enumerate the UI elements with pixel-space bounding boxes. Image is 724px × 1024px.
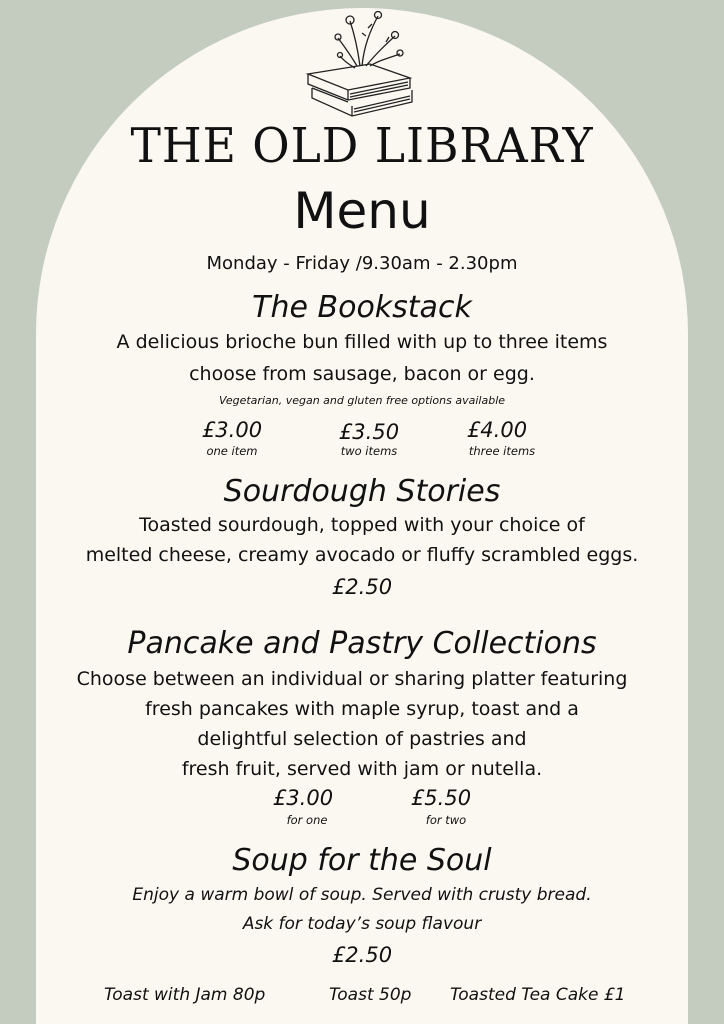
bookstack-description-line2: choose from sausage, bacon or egg. [189, 363, 535, 385]
sourdough-description-line1: Toasted sourdough, topped with your choice of [139, 514, 585, 536]
bookstack-dietary-note: Vegetarian, vegan and gluten free options available [218, 394, 506, 407]
bookstack-description-line1: A delicious brioche bun filled with up to three items [116, 331, 608, 353]
pancake-description-line1: Choose between an individual or sharing platter featuring [76, 668, 628, 690]
pancake-description-line3: delightful selection of pastries and [197, 728, 527, 750]
opening-hours: Monday - Friday /9.30am - 2.30pm [206, 253, 518, 274]
pancake-price-two: £5.50 [410, 786, 472, 810]
section-title-pancake: Pancake and Pastry Collections [127, 626, 597, 661]
pancake-price-one: £3.00 [272, 786, 334, 810]
extra-item-tea-cake: Toasted Tea Cake £1 [450, 985, 626, 1005]
extra-item-toast-jam: Toast with Jam 80p [104, 985, 266, 1005]
sourdough-description-line2: melted cheese, creamy avocado or fluffy scrambled eggs. [85, 544, 639, 566]
bookstack-price-two: £3.50 [338, 420, 400, 444]
bookstack-price-two-label: two items [340, 444, 398, 458]
soup-price: £2.50 [331, 943, 393, 967]
pancake-description-line4: fresh fruit, served with jam or nutella. [181, 758, 543, 780]
bookstack-price-one-label: one item [206, 444, 258, 458]
bookstack-price-one: £3.00 [201, 418, 263, 442]
bookstack-price-three-label: three items [468, 444, 536, 458]
sourdough-price: £2.50 [331, 575, 393, 599]
extra-item-toast: Toast 50p [329, 985, 412, 1005]
soup-description-line2: Ask for today’s soup flavour [242, 914, 482, 934]
section-title-soup: Soup for the Soul [232, 843, 492, 878]
soup-description-line1: Enjoy a warm bowl of soup. Served with crusty bread. [132, 885, 592, 905]
pancake-price-one-label: for one [286, 813, 328, 827]
section-title-sourdough: Sourdough Stories [223, 474, 501, 509]
pancake-description-line2: fresh pancakes with maple syrup, toast and a [145, 698, 579, 720]
books-with-flowers-icon [300, 6, 420, 121]
bookstack-price-three: £4.00 [466, 418, 528, 442]
section-title-bookstack: The Bookstack [252, 290, 472, 325]
brand-name: THE OLD LIBRARY [130, 118, 594, 174]
page-title: Menu [293, 182, 431, 240]
pancake-price-two-label: for two [425, 813, 467, 827]
